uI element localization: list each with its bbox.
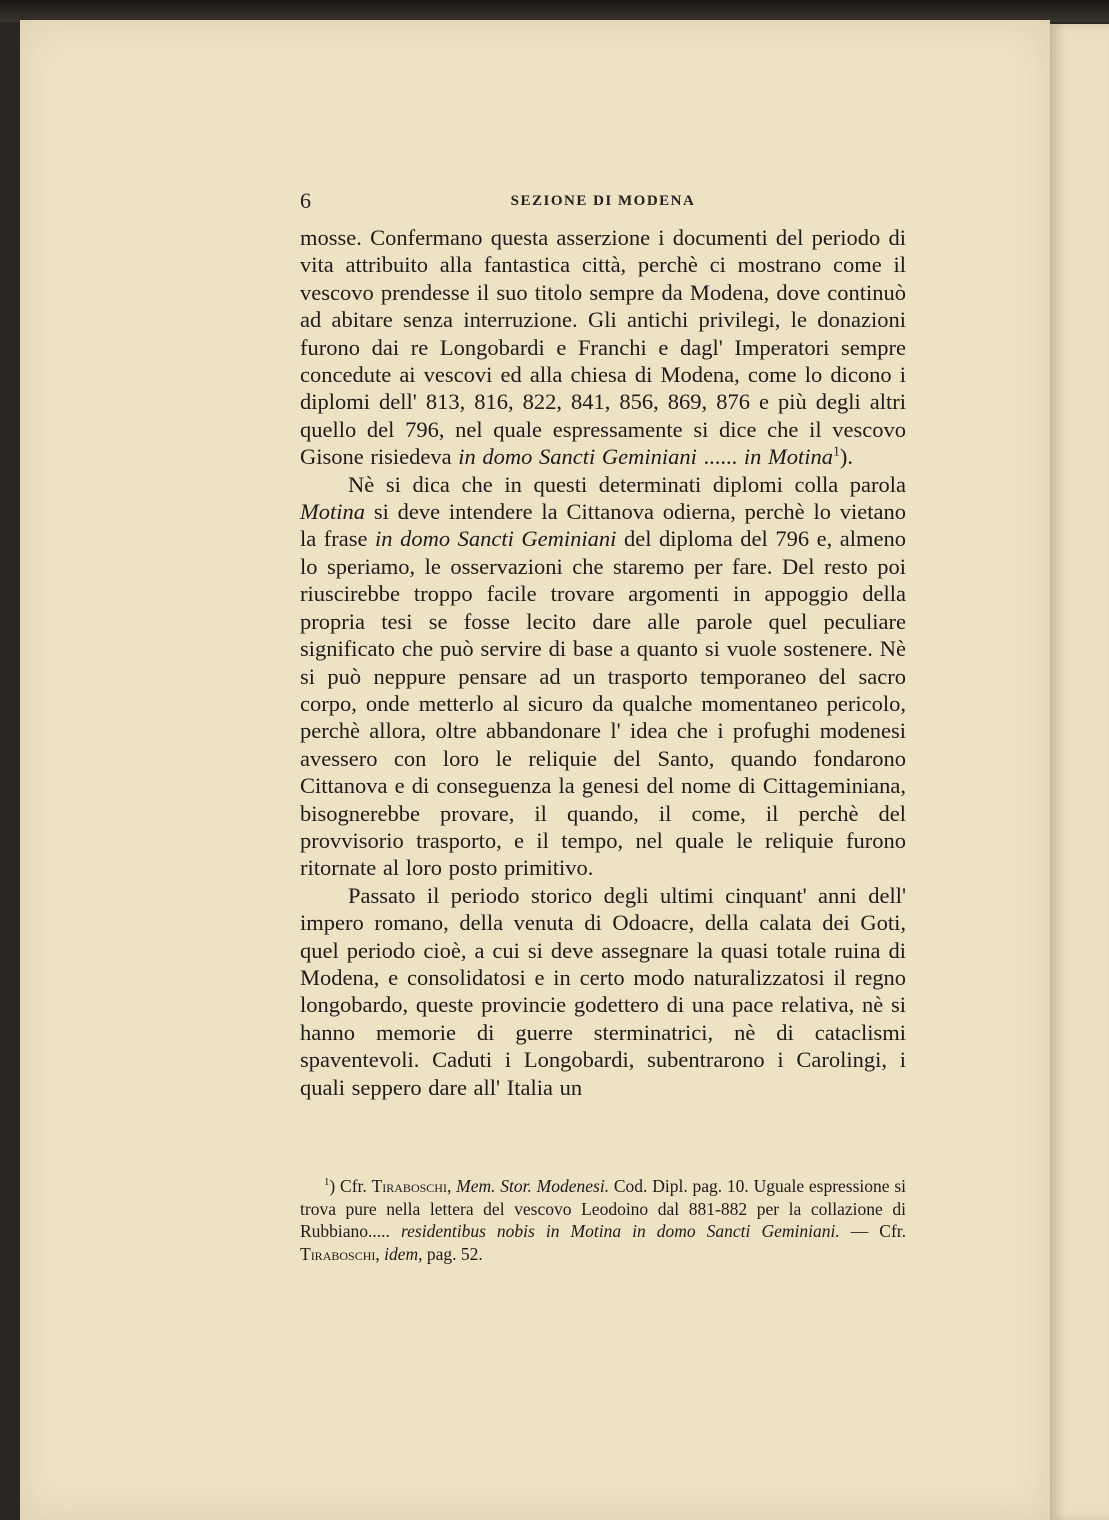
italic-phrase: in domo Sancti Geminiani [375, 526, 617, 552]
footnote-section [300, 1175, 906, 1265]
citation-title: Mem. Stor. Modenesi. [456, 1176, 610, 1196]
citation-quote: residentibus nobis in Motina in domo Sancti Geminiani. [400, 1221, 840, 1241]
main-text [300, 224, 906, 1101]
facing-page-edge [1050, 24, 1109, 1520]
page-header [300, 188, 906, 218]
italic-phrase: in domo Sancti Geminiani [458, 444, 697, 470]
citation-idem: idem, [384, 1243, 423, 1264]
page-number: 6 [300, 188, 311, 213]
italic-phrase: in Motina [743, 444, 833, 470]
footnote-mark: 1 [324, 1176, 330, 1189]
paragraph-1: mosse. Confermano questa asserzione i documenti del periodo di vita attribuito alla fantastica città, perchè ci mostrano come il vescovo prendesse il suo titolo sempre da Modena, dove continuò ad abitare senza interruzione. Gli antichi privilegi, le donazioni furono dai re Longobardi e Franchi e dagl' Imperatori sempre concedute ai vescovi ed alla chiesa di Modena, come lo dicono i diplomi dell' 813, 816, 822, 841, 856, 869, 876 e più degli altri quello del 796, nel quale espressamente si dice che il vescovo Gisone risiedeva in domo Sancti Geminiani ...... in Motina$^1$). [300, 225, 906, 470]
author-name: Tiraboschi [371, 1176, 447, 1196]
italic-phrase: Motina [300, 499, 365, 525]
paragraph-3: Passato il periodo storico degli ultimi cinquant' anni dell' impero romano, della venuta di Odoacre, della calata dei Goti, quel periodo cioè, a cui si deve assegnare la quasi totale ruina di Modena, e consolidatosi e in certo modo naturalizzatosi il regno longobardo, queste provincie godettero di una pace relativa, nè si hanno memorie di guerre sterminatrici, nè di cataclismi spaventevoli. Caduti i Longobardi, subentrarono i Carolingi, i quali seppero dare all' Italia un [300, 882, 906, 1100]
scan-top-edge [0, 0, 1109, 22]
footnote-reference: 1 [832, 444, 840, 460]
paragraph-2: Nè si dica che in questi determinati diplomi colla parola Motina si deve intendere la Cittanova odierna, perchè lo vietano la frase in domo Sancti Geminiani del diploma del 796 e, almeno lo speriamo, le osservazioni che staremo per fare. Del resto poi riuscirebbe troppo facile trovare argomenti in appoggio della propria tesi se fosse lecito dare alle parole quel peculiare significato che può servire di base a quanto si vuole sostenere. Nè si può neppure pensare ad un trasporto temporaneo del sacro corpo, onde metterlo al sicuro da qualche momentaneo pericolo, perchè allora, oltre abbandonare l' idea che i profughi modenesi avessero con loro le reliquie del Santo, quando fondarono Cittanova e di conseguenza la genesi del nome di Cittageminiana, bisognerebbe provare, il quando, il come, il perchè del provvisorio trasporto, e il tempo, nel quale le reliquie furono ritornate al loro posto primitivo. [300, 471, 906, 881]
running-head: SEZIONE DI MODENA [510, 193, 696, 209]
footnote-1: $^1$) Cfr. Tiraboschi, Mem. Stor. Modenesi. Cod. Dipl. pag. 10. Uguale espressione si trova pure nella lettera del vescovo Leodoino dal 881-882 per la collazione di Rubbiano..... residentibus nobis in Motina in domo Sancti Geminiani. — Cfr. Tiraboschi, idem, pag. 52. [300, 1176, 907, 1264]
author-name: Tiraboschi [300, 1243, 376, 1264]
